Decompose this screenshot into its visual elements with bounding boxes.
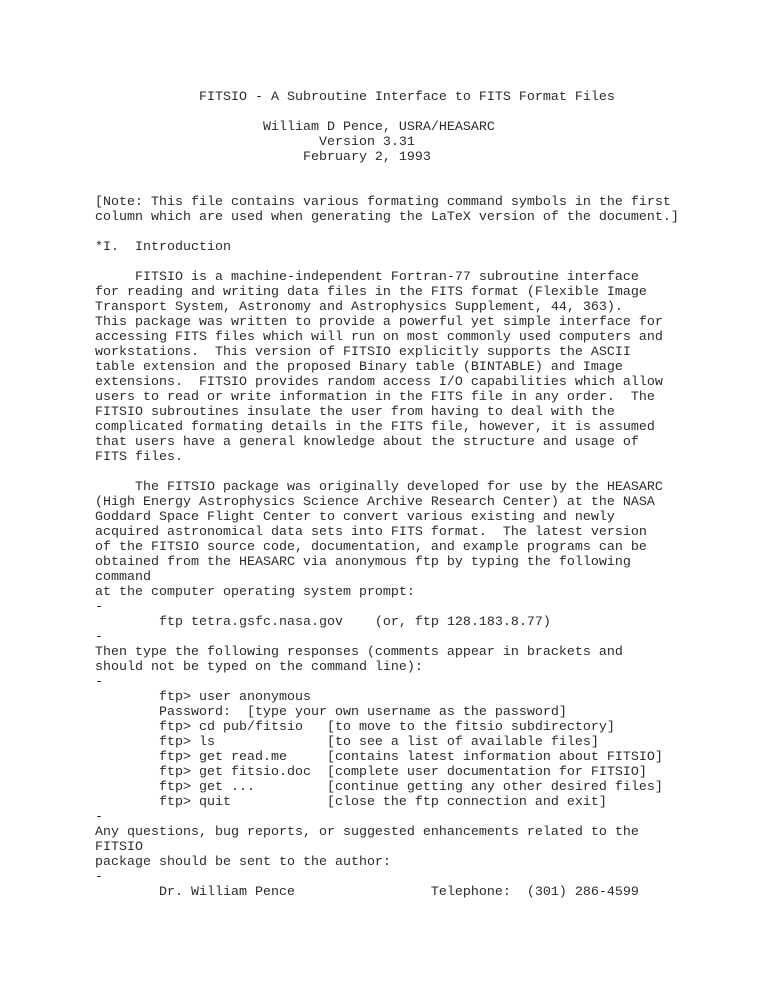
document-line: extensions. FITSIO provides random access I/O capabilities which allow: [95, 375, 663, 390]
document-line: [Note: This file contains various formating command symbols in the first: [95, 195, 671, 210]
document-line: Password: [type your own username as the password]: [95, 705, 567, 720]
document-line: complicated formating details in the FITS file, however, it is assumed: [95, 420, 655, 435]
document-line: [95, 465, 679, 480]
document-line: (High Energy Astrophysics Science Archive Research Center) at the NASA: [95, 495, 655, 510]
document-line: -: [95, 675, 103, 690]
document-line: for reading and writing data files in the FITS format (Flexible Image: [95, 285, 647, 300]
document-line: users to read or write information in the FITS file in any order. The: [95, 390, 655, 405]
document-text: [95, 90, 679, 900]
document-line: ftp> user anonymous: [95, 690, 311, 705]
document-line: Any questions, bug reports, or suggested enhancements related to the: [95, 825, 639, 840]
document-line: Version 3.31: [95, 135, 415, 150]
document-line: that users have a general knowledge about the structure and usage of: [95, 435, 639, 450]
document-line: FITS files.: [95, 450, 183, 465]
document-line: table extension and the proposed Binary table (BINTABLE) and Image: [95, 360, 623, 375]
document-line: FITSIO: [95, 840, 143, 855]
document-line: -: [95, 810, 103, 825]
document-line: FITSIO - A Subroutine Interface to FITS Format Files: [95, 90, 615, 105]
document-line: ftp> ls [to see a list of available files]: [95, 735, 599, 750]
document-line: -: [95, 870, 103, 885]
document-line: package should be sent to the author:: [95, 855, 391, 870]
document-line: column which are used when generating the LaTeX version of the document.]: [95, 210, 679, 225]
document-line: ftp tetra.gsfc.nasa.gov (or, ftp 128.183.8.77): [95, 615, 551, 630]
document-line: -: [95, 630, 103, 645]
document-line: [95, 255, 679, 270]
document-line: -: [95, 600, 103, 615]
document-line: William D Pence, USRA/HEASARC: [95, 120, 495, 135]
document-line: Dr. William Pence Telephone: (301) 286-4599: [95, 885, 639, 900]
document-line: acquired astronomical data sets into FITS format. The latest version: [95, 525, 647, 540]
document-line: command: [95, 570, 151, 585]
document-line: obtained from the HEASARC via anonymous ftp by typing the following: [95, 555, 631, 570]
document-line: FITSIO is a machine-independent Fortran-77 subroutine interface: [95, 270, 639, 285]
document-line: at the computer operating system prompt:: [95, 585, 415, 600]
document-line: [95, 225, 679, 240]
document-line: accessing FITS files which will run on most commonly used computers and: [95, 330, 663, 345]
document-line: ftp> get ... [continue getting any other desired files]: [95, 780, 663, 795]
document-line: should not be typed on the command line):: [95, 660, 423, 675]
document-line: This package was written to provide a powerful yet simple interface for: [95, 315, 663, 330]
document-line: [95, 180, 679, 195]
document-line: FITSIO subroutines insulate the user from having to deal with the: [95, 405, 615, 420]
document-line: ftp> get fitsio.doc [complete user documentation for FITSIO]: [95, 765, 647, 780]
document-line: The FITSIO package was originally developed for use by the HEASARC: [95, 480, 663, 495]
document-line: ftp> quit [close the ftp connection and exit]: [95, 795, 607, 810]
document-line: of the FITSIO source code, documentation, and example programs can be: [95, 540, 647, 555]
document-line: Goddard Space Flight Center to convert various existing and newly: [95, 510, 615, 525]
document-line: workstations. This version of FITSIO explicitly supports the ASCII: [95, 345, 631, 360]
document-line: *I. Introduction: [95, 240, 231, 255]
document-line: Transport System, Astronomy and Astrophysics Supplement, 44, 363).: [95, 300, 623, 315]
document-line: ftp> cd pub/fitsio [to move to the fitsio subdirectory]: [95, 720, 615, 735]
document-line: [95, 165, 679, 180]
document-line: February 2, 1993: [95, 150, 431, 165]
document-line: ftp> get read.me [contains latest information about FITSIO]: [95, 750, 663, 765]
document-line: Then type the following responses (comments appear in brackets and: [95, 645, 623, 660]
document-line: [95, 105, 679, 120]
